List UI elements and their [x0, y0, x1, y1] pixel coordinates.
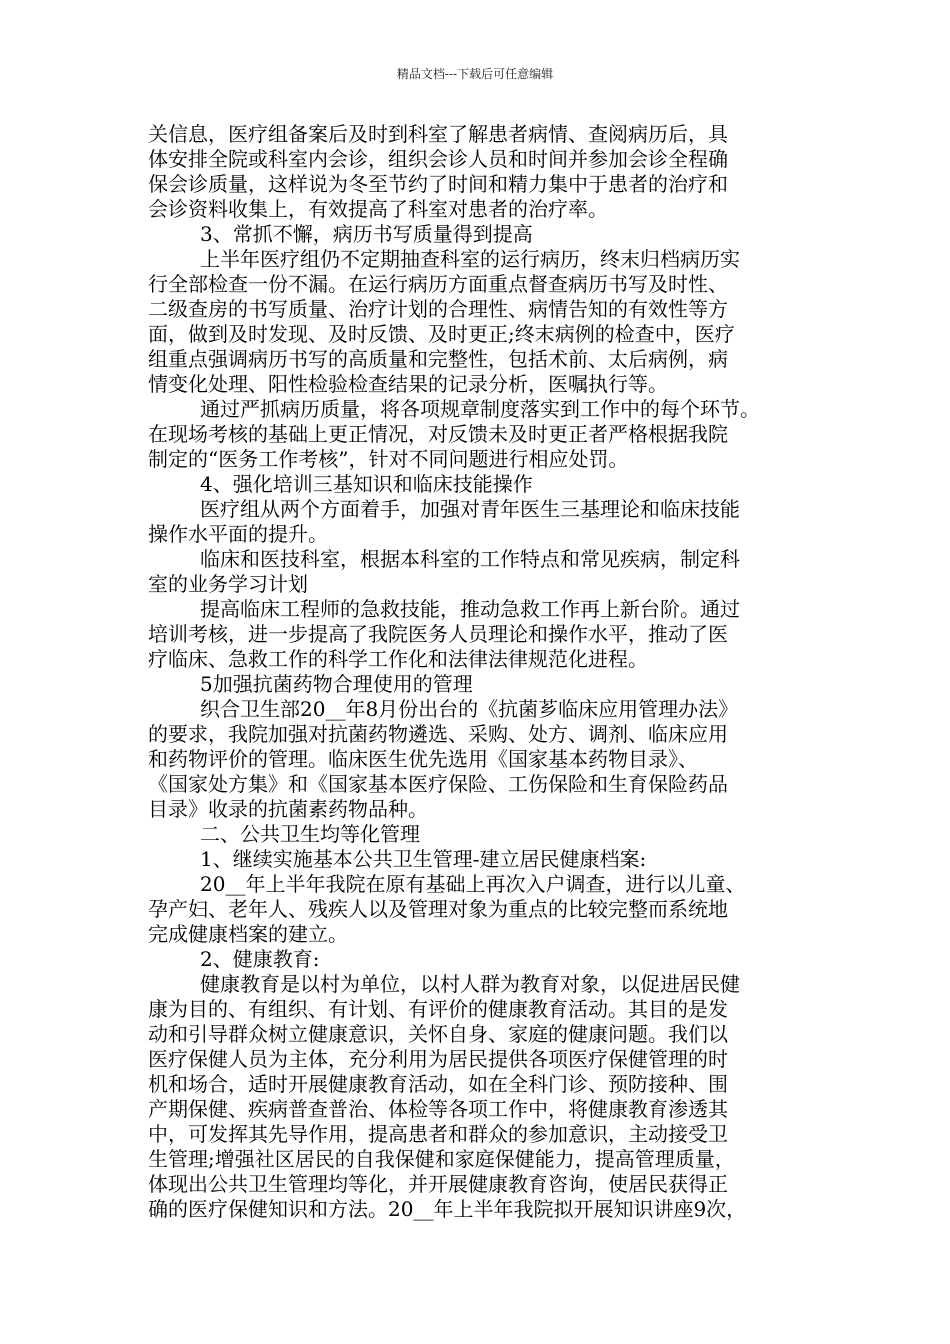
body-line: 目录》收录的抗菌素药物品种。 [148, 797, 428, 821]
body-line: 制定的“医务工作考核”，针对不同问题进行相应处罚。 [148, 447, 629, 471]
body-line: 在现场考核的基础上更正情况，对反馈未及时更正者严格根据我院 [148, 422, 728, 446]
body-line: 康为目的、有组织、有计划、有评价的健康教育活动。其目的是发 [148, 997, 728, 1021]
body-line: 健康教育是以村为单位，以村人群为教育对象，以促进居民健 [200, 972, 740, 996]
body-line: 《国家处方集》和《国家基本医疗保险、工伤保险和生育保险药品 [148, 772, 728, 796]
body-line: 情变化处理、阳性检验检查结果的记录分析，医嘱执行等。 [148, 372, 668, 396]
body-line: 5加强抗菌药物合理使用的管理 [200, 672, 473, 696]
body-line: 机和场合，适时开展健康教育活动，如在全科门诊、预防接种、围 [148, 1072, 728, 1096]
body-line: 会诊资料收集上，有效提高了科室对患者的治疗率。 [148, 197, 608, 221]
body-line: 产期保健、疾病普查普治、体检等各项工作中，将健康教育渗透其 [148, 1097, 728, 1121]
body-line: 二级查房的书写质量、治疗计划的合理性、病情告知的有效性等方 [148, 297, 728, 321]
body-line: 医疗组从两个方面着手，加强对青年医生三基理论和临床技能 [200, 497, 740, 521]
body-line: 和药物评价的管理。临床医生优先选用《国家基本药物目录》、 [148, 747, 698, 771]
body-line: 体安排全院或科室内会诊，组织会诊人员和时间并参加会诊全程确 [148, 147, 728, 171]
document-body [148, 122, 818, 1222]
body-line: 中，可发挥其先导作用，提高患者和群众的参加意识，主动接受卫 [148, 1122, 728, 1146]
body-line: 组重点强调病历书写的高质量和完整性，包括术前、太后病例，病 [148, 347, 728, 371]
body-line: 3、常抓不懈，病历书写质量得到提高 [200, 222, 533, 246]
body-line: 完成健康档案的建立。 [148, 922, 348, 946]
body-line: 培训考核，进一步提高了我院医务人员理论和操作水平，推动了医 [148, 622, 728, 646]
body-line: 室的业务学习计划 [148, 572, 308, 596]
body-line: 临床和医技科室，根据本科室的工作特点和常见疾病，制定科 [200, 547, 740, 571]
body-line: 孕产妇、老年人、残疾人以及管理对象为重点的比较完整而系统地 [148, 897, 728, 921]
body-line: 关信息，医疗组备案后及时到科室了解患者病情、查阅病历后，具 [148, 122, 728, 146]
body-line: 二、公共卫生均等化管理 [200, 822, 420, 846]
body-line: 4、强化培训三基知识和临床技能操作 [200, 472, 533, 496]
body-line: 体现出公共卫生管理均等化，并开展健康教育咨询，使居民获得正 [148, 1172, 728, 1196]
body-line: 生管理;增强社区居民的自我保健和家庭保健能力，提高管理质量， [148, 1147, 735, 1171]
body-line: 确的医疗保健知识和方法。20__年上半年我院拟开展知识讲座9次， [148, 1197, 747, 1221]
body-line: 20__年上半年我院在原有基础上再次入户调查，进行以儿童、 [200, 872, 746, 896]
body-line: 操作水平面的提升。 [148, 522, 328, 546]
body-line: 织合卫生部20__年8月份出台的《抗菌芗临床应用管理办法》 [200, 697, 739, 721]
body-line: 医疗保健人员为主体，充分利用为居民提供各项医疗保健管理的时 [148, 1047, 728, 1071]
body-line: 疗临床、急救工作的科学工作化和法律法律规范化进程。 [148, 647, 648, 671]
body-line: 提高临床工程师的急救技能，推动急救工作再上新台阶。通过 [200, 597, 740, 621]
body-line: 动和引导群众树立健康意识，关怀自身、家庭的健康问题。我们以 [148, 1022, 728, 1046]
body-line: 1、继续实施基本公共卫生管理-建立居民健康档案: [200, 847, 647, 871]
body-line: 的要求，我院加强对抗菌药物遴选、采购、处方、调剂、临床应用 [148, 722, 728, 746]
body-line: 通过严抓病历质量，将各项规章制度落实到工作中的每个环节。 [200, 397, 760, 421]
body-line: 2、健康教育: [200, 947, 320, 971]
body-line: 上半年医疗组仍不定期抽查科室的运行病历，终末归档病历实 [200, 247, 740, 271]
page-header: 精品文档---下载后可任意编辑 [396, 67, 554, 81]
body-line: 面，做到及时发现、及时反馈、及时更正;终末病例的检查中，医疗 [148, 322, 735, 346]
body-line: 保会诊质量，这样说为冬至节约了时间和精力集中于患者的治疗和 [148, 172, 728, 196]
body-line: 行全部检查一份不漏。在运行病历方面重点督查病历书写及时性、 [148, 272, 728, 296]
